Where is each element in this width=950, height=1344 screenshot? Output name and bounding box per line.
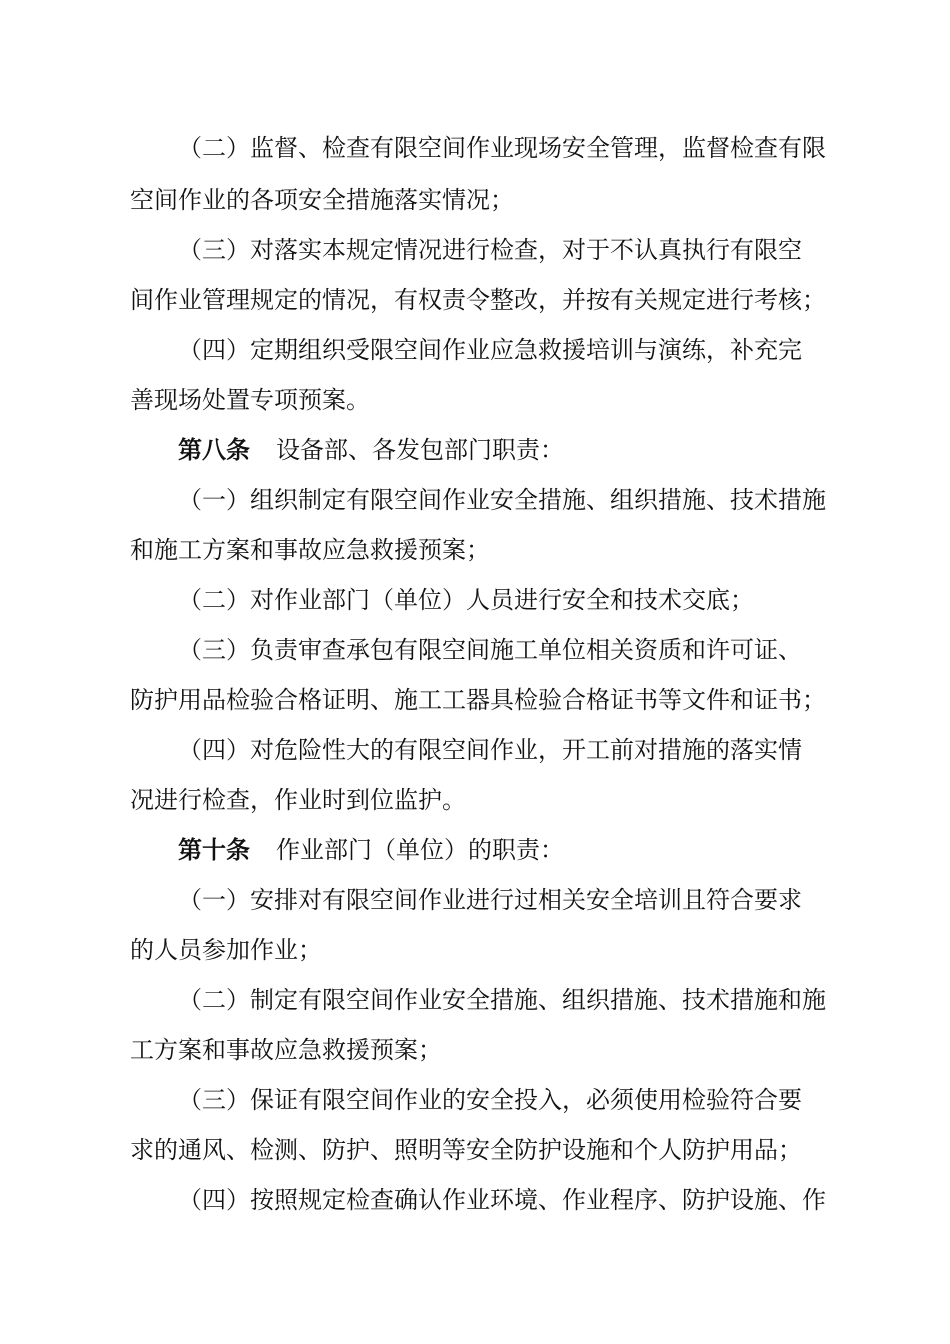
paragraph-line: [0, 480, 950, 520]
paragraph-line: [0, 630, 950, 670]
line-text: 况进行检查，作业时到位监护。: [130, 786, 466, 814]
article-heading-10: [0, 830, 950, 870]
article-label: 第十条: [178, 835, 250, 864]
paragraph-line: [0, 1030, 950, 1070]
line-text: （一）安排对有限空间作业进行过相关安全培训且符合要求: [178, 886, 802, 914]
line-text: 善现场处置专项预案。: [130, 386, 370, 414]
paragraph-line: [0, 730, 950, 770]
paragraph-line: [0, 880, 950, 920]
paragraph-line: [0, 180, 950, 220]
paragraph-line: [0, 1180, 950, 1220]
line-text: （三）保证有限空间作业的安全投入，必须使用检验符合要: [178, 1086, 802, 1114]
article-heading-8: [0, 430, 950, 470]
paragraph-line: [0, 380, 950, 420]
line-text: （二）监督、检查有限空间作业现场安全管理，监督检查有限: [178, 134, 826, 162]
line-text: 的人员参加作业；: [130, 936, 322, 964]
line-text: （二）制定有限空间作业安全措施、组织措施、技术措施和施: [178, 986, 826, 1014]
line-text: （四）定期组织受限空间作业应急救援培训与演练，补充完: [178, 336, 802, 364]
paragraph-line: [0, 930, 950, 970]
article-title: 设备部、各发包部门职责：: [276, 436, 564, 464]
line-text: 防护用品检验合格证明、施工工器具检验合格证书等文件和证书；: [130, 686, 826, 714]
article-label: 第八条: [178, 435, 250, 464]
line-text: 间作业管理规定的情况，有权责令整改，并按有关规定进行考核；: [130, 286, 826, 314]
line-text: 工方案和事故应急救援预案；: [130, 1036, 442, 1064]
paragraph-line: [0, 530, 950, 570]
line-text: 空间作业的各项安全措施落实情况；: [130, 186, 514, 214]
paragraph-line: [0, 780, 950, 820]
line-text: （一）组织制定有限空间作业安全措施、组织措施、技术措施: [178, 486, 826, 514]
paragraph-line: [0, 230, 950, 270]
line-text: （三）负责审查承包有限空间施工单位相关资质和许可证、: [178, 636, 802, 664]
paragraph-line: [0, 680, 950, 720]
paragraph-line: [0, 330, 950, 370]
paragraph-line: [0, 580, 950, 620]
paragraph-line: [0, 1080, 950, 1120]
paragraph-line: [0, 280, 950, 320]
paragraph-line: [0, 1130, 950, 1170]
paragraph-line: [0, 128, 950, 168]
line-text: （三）对落实本规定情况进行检查，对于不认真执行有限空: [178, 236, 802, 264]
article-title: 作业部门（单位）的职责：: [276, 836, 564, 864]
line-text: 求的通风、检测、防护、照明等安全防护设施和个人防护用品；: [130, 1136, 802, 1164]
line-text: （四）按照规定检查确认作业环境、作业程序、防护设施、作: [178, 1186, 826, 1214]
line-text: （四）对危险性大的有限空间作业，开工前对措施的落实情: [178, 736, 802, 764]
paragraph-line: [0, 980, 950, 1020]
line-text: （二）对作业部门（单位）人员进行安全和技术交底；: [178, 586, 754, 614]
line-text: 和施工方案和事故应急救援预案；: [130, 536, 490, 564]
